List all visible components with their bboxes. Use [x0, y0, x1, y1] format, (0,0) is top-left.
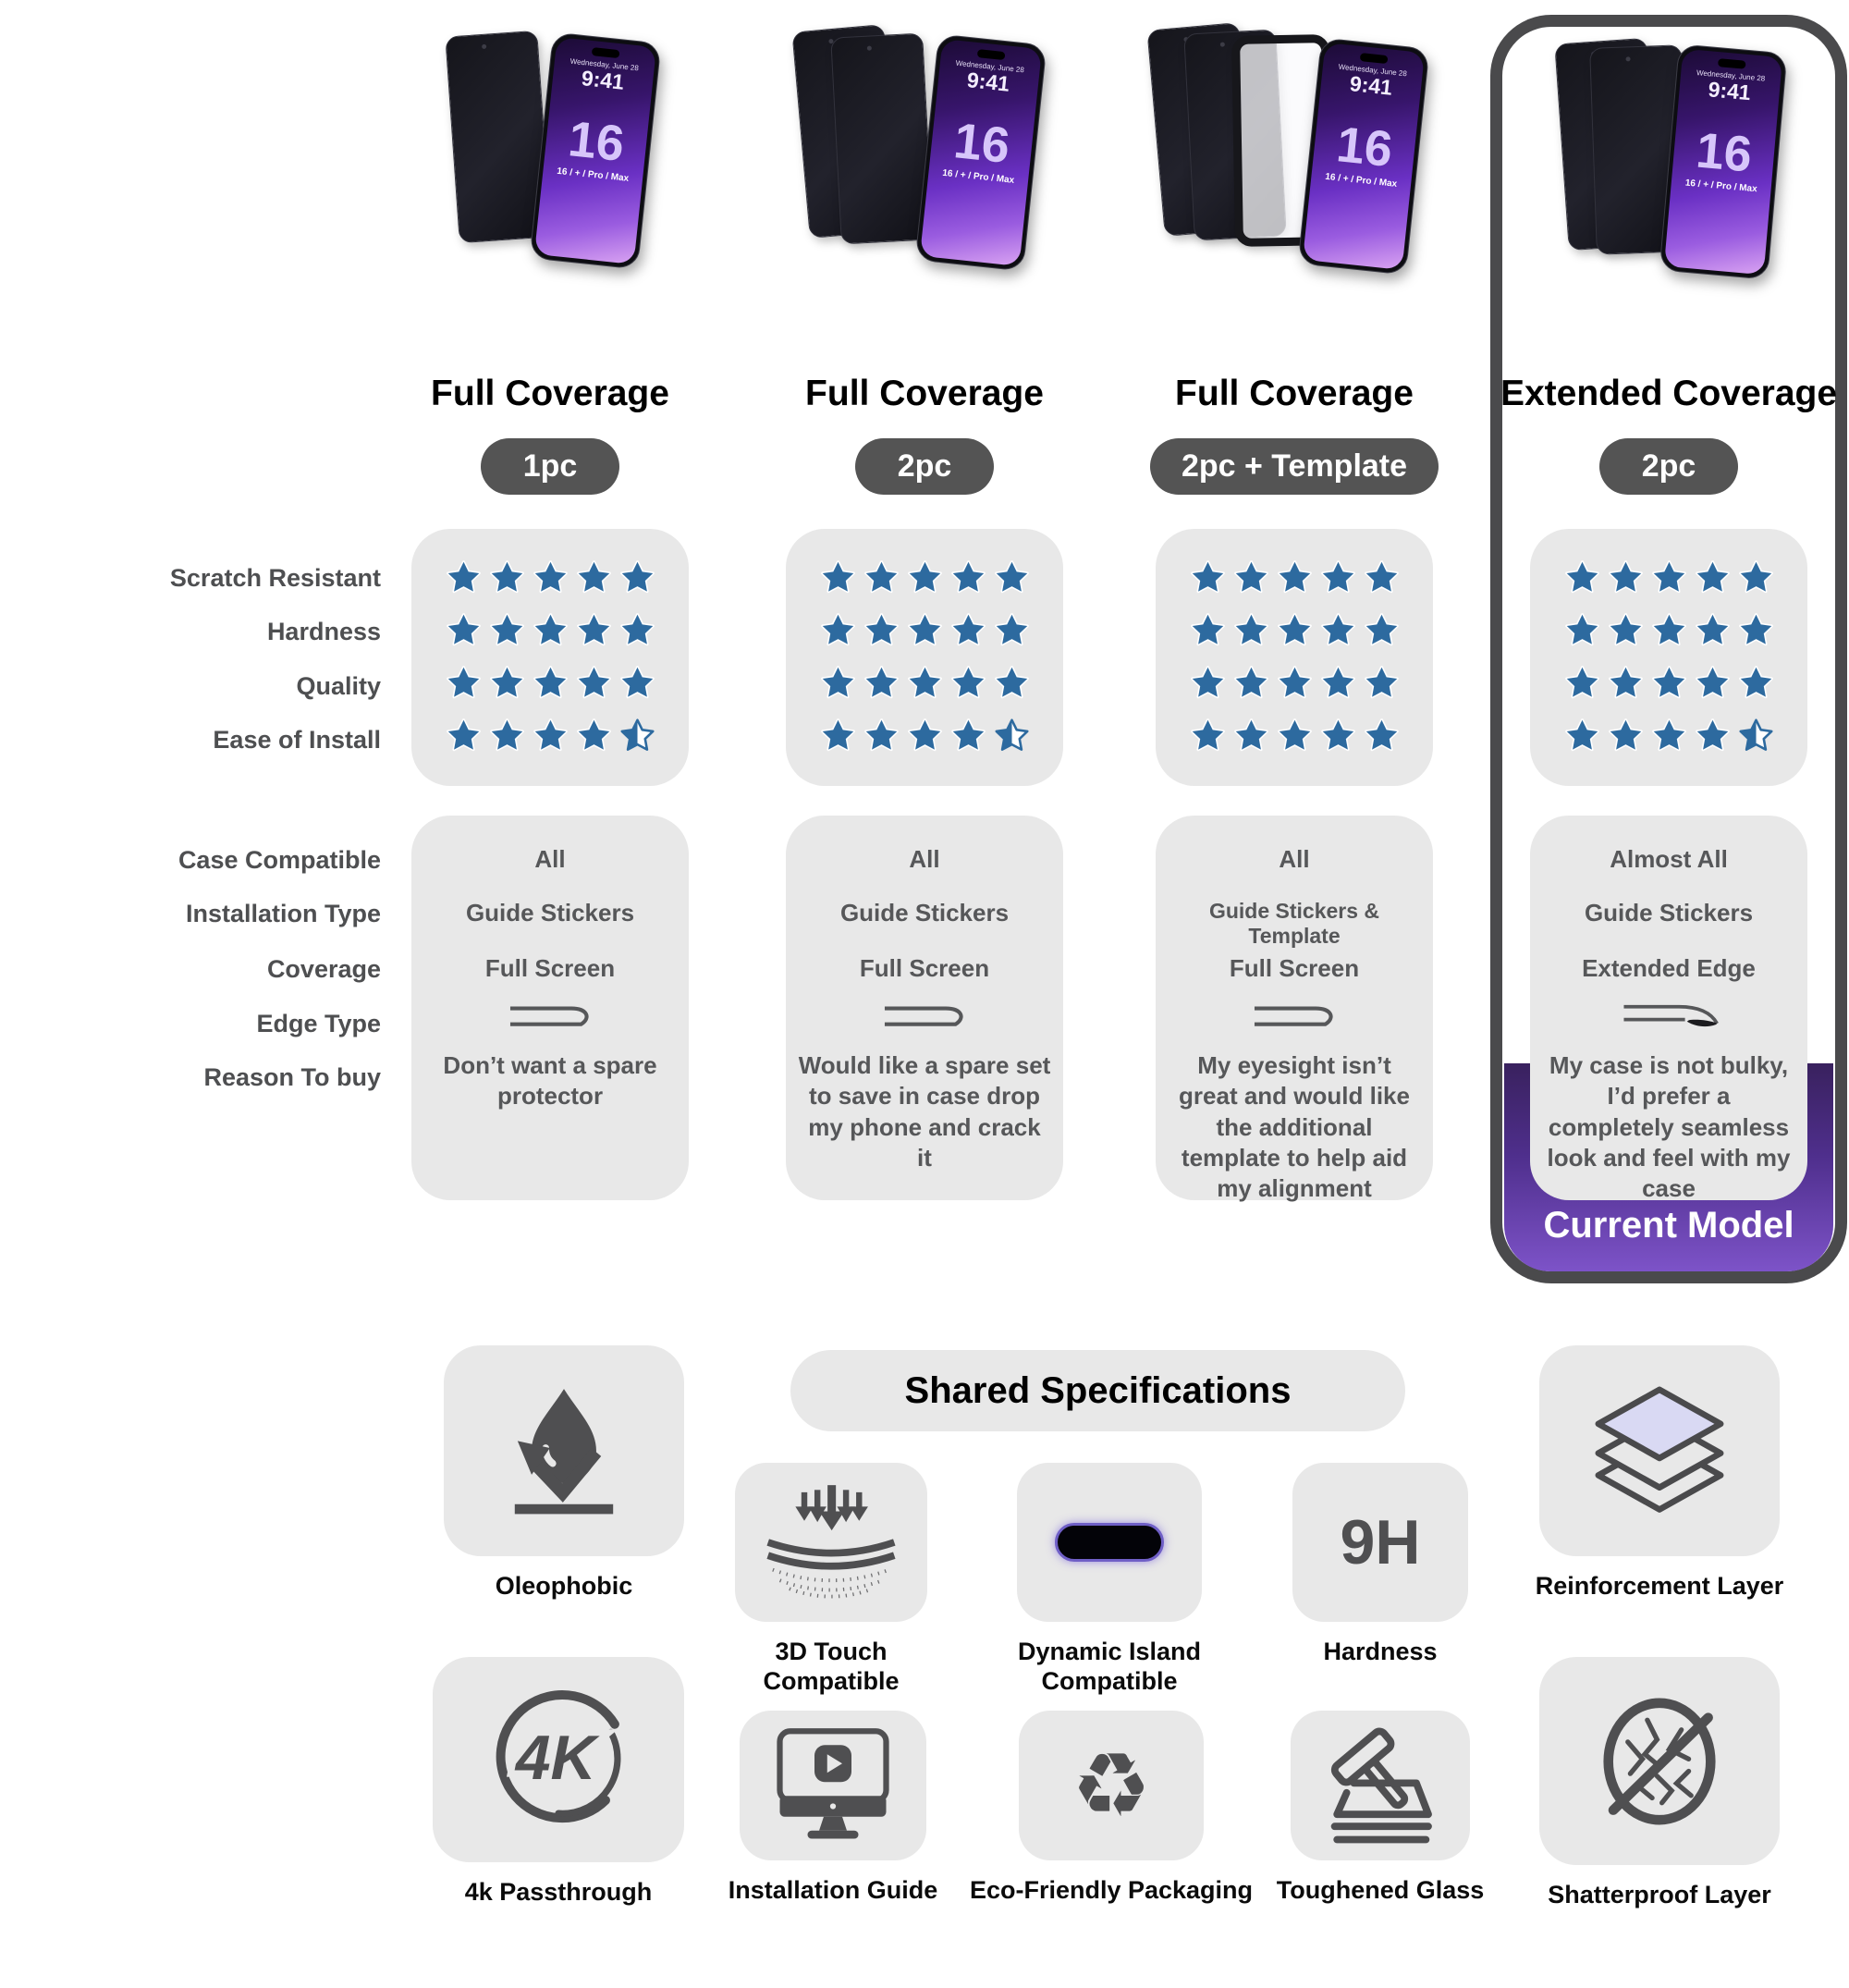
star-icon — [949, 559, 987, 595]
row-label-ease-of-install: Ease of Install — [213, 726, 381, 754]
installation-type-value: Guide Stickers — [1584, 899, 1754, 927]
flat-edge-icon — [786, 999, 1063, 1040]
spec-3d-touch — [735, 1463, 927, 1696]
star-icon — [1363, 612, 1401, 648]
shared-specifications-title: Shared Specifications — [790, 1350, 1405, 1431]
row-label-quality: Quality — [296, 672, 381, 700]
star-rating-row — [411, 709, 689, 762]
star-icon — [1650, 559, 1688, 595]
row-label-scratch-resistant: Scratch Resistant — [169, 564, 381, 592]
star-icon — [1276, 559, 1314, 595]
info-card — [1156, 816, 1433, 1203]
star-icon — [819, 718, 857, 754]
star-icon — [993, 559, 1031, 595]
star-icon — [1189, 665, 1227, 701]
star-icon — [1232, 665, 1270, 701]
coverage-value: Extended Edge — [1582, 954, 1756, 982]
star-icon — [993, 665, 1031, 701]
phone-model-number: 16 — [1334, 117, 1396, 178]
star-icon — [1189, 718, 1227, 754]
row-label-edge-type: Edge Type — [256, 1010, 381, 1037]
reason-text: My eyesight isn’t great and would like the additional template to help aid my alignment — [1179, 1051, 1410, 1203]
phone-date: Wednesday, June 28 — [569, 56, 640, 73]
star-rating-row — [786, 551, 1063, 604]
spec-label: Hardness — [1323, 1638, 1438, 1665]
installation-type-value: Guide Stickers — [839, 899, 1010, 927]
pieces-badge: 1pc — [481, 438, 619, 495]
star-icon — [819, 612, 857, 648]
star-icon — [488, 559, 526, 595]
spec-eco-friendly — [969, 1711, 1254, 1904]
spec-hardness — [1292, 1463, 1468, 1665]
star-icon — [618, 559, 656, 595]
star-icon — [1563, 665, 1601, 701]
product-image — [786, 20, 1063, 288]
flat-edge-icon — [411, 999, 689, 1040]
spec-shatterproof — [1539, 1657, 1780, 1908]
star-icon — [1189, 559, 1227, 595]
4k-text: 4K — [515, 1723, 596, 1794]
spec-oleophobic — [444, 1345, 684, 1600]
phone-mockup — [1659, 43, 1788, 279]
star-icon — [1650, 612, 1688, 648]
phone-variants: 16 / + / Pro / Max — [556, 166, 630, 185]
star-icon — [1737, 665, 1775, 701]
star-icon — [1189, 612, 1227, 648]
star-icon — [1694, 612, 1732, 648]
info-card — [786, 816, 1063, 1200]
product-column-2pc-template — [1156, 0, 1433, 1304]
star-icon — [532, 559, 569, 595]
column-title: Extended Coverage — [1500, 374, 1838, 413]
case-compatible-value: All — [1279, 845, 1310, 873]
phone-time: 9:41 — [965, 67, 1011, 96]
column-title: Full Coverage — [805, 374, 1044, 413]
star-icon — [1607, 718, 1645, 754]
star-icon — [488, 718, 526, 754]
hammer-glass-icon — [1291, 1711, 1470, 1860]
product-column-extended — [1500, 0, 1838, 1304]
current-model-label: Current Model — [1543, 1205, 1794, 1246]
star-icon — [1737, 612, 1775, 648]
monitor-play-icon — [740, 1711, 926, 1860]
extended-edge-icon — [1530, 999, 1807, 1040]
spec-label: Toughened Glass — [1276, 1876, 1485, 1904]
spec-dynamic-island — [1017, 1463, 1202, 1696]
star-icon — [575, 718, 613, 754]
star-icon — [1319, 718, 1357, 754]
star-icon — [532, 665, 569, 701]
star-rating-row — [411, 604, 689, 657]
star-icon — [863, 718, 900, 754]
row-label-coverage: Coverage — [266, 955, 381, 983]
star-icon — [1607, 665, 1645, 701]
star-icon — [1563, 718, 1601, 754]
star-icon — [618, 665, 656, 701]
star-rating-row — [1156, 551, 1433, 604]
phone-model-number: 16 — [1694, 122, 1755, 183]
installation-type-value: Guide Stickers — [465, 899, 635, 927]
star-rating-row — [1530, 657, 1807, 709]
star-icon — [445, 665, 483, 701]
phone-screen — [920, 39, 1042, 266]
star-icon — [1694, 718, 1732, 754]
9h-text: 9H — [1340, 1507, 1421, 1577]
star-icon — [445, 718, 483, 754]
recycle-icon — [1019, 1711, 1204, 1860]
star-icon — [906, 718, 944, 754]
spec-label: Shatterproof Layer — [1548, 1881, 1771, 1908]
9h-hardness-icon — [1292, 1463, 1468, 1622]
star-icon — [1363, 665, 1401, 701]
case-compatible-value: Almost All — [1610, 845, 1728, 873]
spec-label: 4k Passthrough — [464, 1878, 653, 1906]
product-image — [1530, 31, 1807, 300]
star-icon — [863, 665, 900, 701]
star-icon — [1563, 559, 1601, 595]
layers-icon — [1539, 1345, 1780, 1556]
star-icon — [1232, 718, 1270, 754]
column-title: Full Coverage — [1175, 374, 1414, 413]
star-icon — [1694, 665, 1732, 701]
pieces-badge: 2pc — [855, 438, 994, 495]
phone-screen — [534, 37, 656, 264]
ratings-card — [411, 529, 689, 786]
phone-time: 9:41 — [580, 66, 626, 94]
star-rating-row — [1156, 657, 1433, 709]
column-title: Full Coverage — [431, 374, 669, 413]
product-column-1pc — [411, 0, 689, 1304]
star-icon — [1363, 718, 1401, 754]
case-compatible-value: All — [534, 845, 566, 873]
4k-icon — [433, 1657, 684, 1862]
star-icon — [1232, 612, 1270, 648]
pieces-badge: 2pc — [1599, 438, 1738, 495]
star-icon — [949, 718, 987, 754]
ratings-card — [1530, 529, 1807, 786]
half-star-icon — [993, 718, 1031, 754]
star-icon — [1737, 559, 1775, 595]
star-rating-row — [1530, 551, 1807, 604]
phone-variants: 16 / + / Pro / Max — [941, 167, 1015, 187]
star-rating-row — [1530, 604, 1807, 657]
spec-reinforcement-layer — [1535, 1345, 1784, 1600]
star-icon — [1563, 612, 1601, 648]
phone-mockup — [529, 32, 661, 270]
phone-date: Wednesday, June 28 — [1338, 62, 1408, 79]
star-icon — [819, 559, 857, 595]
phone-date: Wednesday, June 28 — [1696, 68, 1766, 83]
flat-edge-icon — [1156, 999, 1433, 1040]
product-image — [411, 20, 689, 288]
star-icon — [906, 612, 944, 648]
3d-touch-icon — [735, 1463, 927, 1622]
star-icon — [575, 559, 613, 595]
star-icon — [445, 559, 483, 595]
star-icon — [1694, 559, 1732, 595]
star-icon — [949, 612, 987, 648]
star-icon — [1650, 665, 1688, 701]
oleophobic-icon — [444, 1345, 684, 1556]
row-label-case-compatible: Case Compatible — [178, 846, 381, 874]
row-label-reason-to-buy: Reason To buy — [203, 1063, 381, 1091]
star-icon — [1276, 718, 1314, 754]
star-rating-row — [786, 657, 1063, 709]
star-icon — [1276, 612, 1314, 648]
phone-date: Wednesday, June 28 — [955, 58, 1025, 75]
star-rating-row — [1530, 709, 1807, 762]
spec-label: Dynamic Island Compatible — [1017, 1638, 1202, 1696]
star-icon — [532, 612, 569, 648]
phone-screen — [1303, 43, 1425, 270]
installation-type-value: Guide Stickers & Template — [1208, 899, 1380, 948]
info-card — [1530, 816, 1807, 1203]
star-icon — [1607, 612, 1645, 648]
star-icon — [575, 612, 613, 648]
ratings-card — [1156, 529, 1433, 786]
star-icon — [906, 559, 944, 595]
spec-label: Oleophobic — [495, 1572, 633, 1600]
star-icon — [949, 665, 987, 701]
star-rating-row — [1156, 604, 1433, 657]
star-icon — [532, 718, 569, 754]
product-image — [1156, 20, 1433, 288]
star-icon — [1363, 559, 1401, 595]
ratings-card — [786, 529, 1063, 786]
spec-label: 3D Touch Compatible — [763, 1638, 900, 1696]
star-rating-row — [786, 604, 1063, 657]
star-rating-row — [411, 551, 689, 604]
phone-variants: 16 / + / Pro / Max — [1324, 171, 1398, 190]
star-icon — [488, 612, 526, 648]
star-icon — [1650, 718, 1688, 754]
reason-text: Don’t want a spare protector — [443, 1051, 657, 1111]
shatterproof-icon — [1539, 1657, 1780, 1865]
dynamic-island — [977, 49, 1006, 60]
dynamic-island — [1718, 58, 1746, 69]
dynamic-island — [1360, 53, 1389, 64]
reason-text: Would like a spare set to save in case drop my phone and crack it — [798, 1051, 1051, 1172]
spec-installation-guide — [728, 1711, 938, 1904]
star-icon — [1319, 559, 1357, 595]
star-icon — [1276, 665, 1314, 701]
star-icon — [863, 559, 900, 595]
star-icon — [1232, 559, 1270, 595]
star-icon — [618, 612, 656, 648]
phone-variants: 16 / + / Pro / Max — [1684, 178, 1758, 195]
star-rating-row — [411, 657, 689, 709]
reason-text: My case is not bulky, I’d prefer a completely seamless look and feel with my case — [1547, 1051, 1791, 1203]
phone-time: 9:41 — [1348, 71, 1394, 100]
phone-model-number: 16 — [566, 111, 628, 173]
spec-label: Eco-Friendly Packaging — [969, 1876, 1254, 1904]
star-icon — [993, 612, 1031, 648]
phone-mockup — [1297, 38, 1429, 276]
spec-toughened-glass — [1276, 1711, 1485, 1904]
phone-mockup — [914, 34, 1047, 272]
screen-protector — [830, 33, 934, 245]
star-rating-row — [786, 709, 1063, 762]
coverage-value: Full Screen — [484, 954, 616, 982]
dynamic-island — [592, 47, 620, 58]
info-card — [411, 816, 689, 1200]
star-icon — [863, 612, 900, 648]
half-star-icon — [1737, 718, 1775, 754]
half-star-icon — [618, 718, 656, 754]
row-label-installation-type: Installation Type — [185, 900, 381, 927]
star-icon — [445, 612, 483, 648]
phone-screen — [1664, 49, 1782, 276]
product-column-2pc — [786, 0, 1063, 1304]
star-icon — [1607, 559, 1645, 595]
star-icon — [1319, 612, 1357, 648]
spec-label: Installation Guide — [728, 1876, 938, 1904]
star-icon — [575, 665, 613, 701]
star-rating-row — [1156, 709, 1433, 762]
star-icon — [906, 665, 944, 701]
star-icon — [1319, 665, 1357, 701]
row-label-hardness: Hardness — [266, 618, 381, 645]
spec-label: Reinforcement Layer — [1535, 1572, 1784, 1600]
star-icon — [488, 665, 526, 701]
case-compatible-value: All — [909, 845, 940, 873]
recycle-glyph: ♻ — [1071, 1734, 1152, 1837]
coverage-value: Full Screen — [859, 954, 990, 982]
star-icon — [819, 665, 857, 701]
spec-4k-passthrough — [433, 1657, 684, 1906]
phone-time: 9:41 — [1707, 77, 1752, 105]
phone-model-number: 16 — [951, 113, 1013, 175]
dynamic-island-icon — [1017, 1463, 1202, 1622]
pieces-badge: 2pc + Template — [1150, 438, 1439, 495]
coverage-value: Full Screen — [1229, 954, 1360, 982]
